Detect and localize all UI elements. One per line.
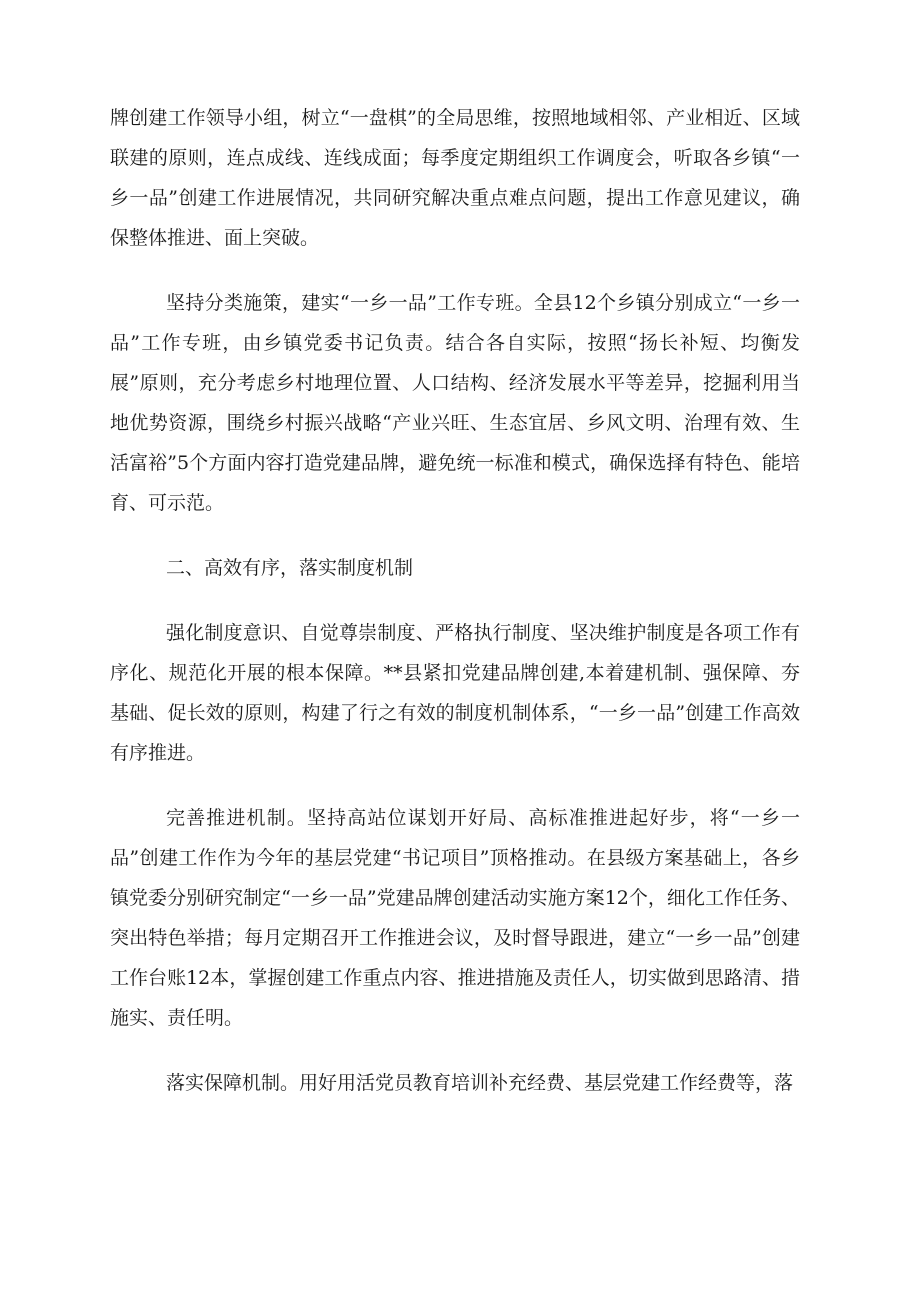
- paragraph-classified-policy: 坚持分类施策，建实“一乡一品”工作专班。全县12个乡镇分别成立“一乡一品”工作专班，由乡镇党委书记负责。结合各自实际，按照“扬长补短、均衡发展”原则，充分考虑乡村地理位置、人口结构、经济发展水平等差异，挖掘利用当地优势资源，围绕乡村振兴战略“产业兴旺、生态宜居、乡风文明、治理有效、生活富裕”5个方面内容打造党建品牌，避免统一标准和模式，确保选择有特色、能培育、可示范。: [110, 292, 800, 514]
- section-heading: 二、高效有序，落实制度机制: [166, 557, 414, 579]
- paragraph-promotion-mechanism: 完善推进机制。坚持高站位谋划开好局、高标准推进起好步，将“一乡一品”创建工作作为今年的基层党建“书记项目”顶格推动。在县级方案基础上，各乡镇党委分别研究制定“一乡一品”党建品牌创建活动实施方案12个，细化工作任务、突出特色举措；每月定期召开工作推进会议，及时督导跟进，建立“一乡一品”创建工作台账12本，掌握创建工作重点内容、推进措施及责任人，切实做到思路清、措施实、责任明。: [110, 807, 800, 1029]
- document-body: [110, 98, 800, 1128]
- paragraph-continuation: 牌创建工作领导小组，树立“一盘棋”的全局思维，按照地域相邻、产业相近、区域联建的原则，连点成线、连线成面；每季度定期组织工作调度会，听取各乡镇“一乡一品”创建工作进展情况，共同研究解决重点难点问题，提出工作意见建议，确保整体推进、面上突破。: [110, 107, 800, 249]
- paragraph-institutional-awareness: 强化制度意识、自觉尊崇制度、严格执行制度、坚决维护制度是各项工作有序化、规范化开展的根本保障。**县紧扣党建品牌创建,本着建机制、强保障、夯基础、促长效的原则，构建了行之有效的制度机制体系，“一乡一品”创建工作高效有序推进。: [110, 622, 800, 764]
- paragraph-guarantee-mechanism: 落实保障机制。用好用活党员教育培训补充经费、基层党建工作经费等，落: [166, 1072, 794, 1094]
